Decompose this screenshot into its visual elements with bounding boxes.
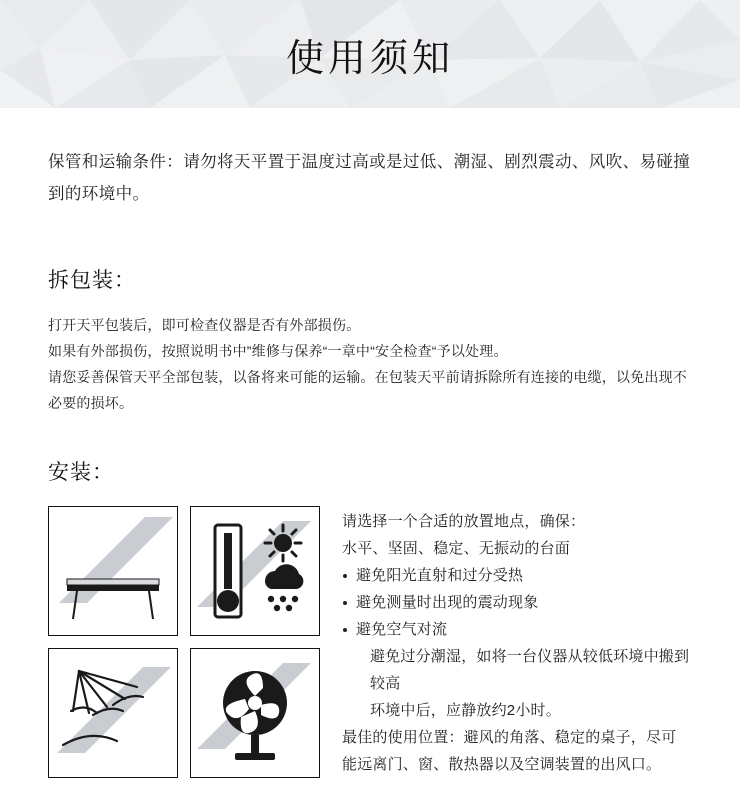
installation-section [48, 456, 692, 778]
install-line-7: 环境中后，应静放约2小时。 [370, 702, 561, 719]
document-content [0, 146, 740, 778]
install-line-8: 最佳的使用位置：避风的角落、稳定的桌子，尽可 [342, 729, 677, 746]
storage-transport-paragraph: 保管和运输条件：请勿将天平置于温度过高或是过低、潮湿、剧烈震动、风吹、易碰撞到的环境中。 [48, 153, 691, 203]
installation-heading: 安装： [48, 461, 114, 484]
header-banner [0, 0, 740, 108]
sunlight-rays-icon [48, 648, 178, 778]
thermometer-sun-humidity-icon-art [191, 507, 319, 635]
install-line-9: 能远离门、窗、散热器以及空调装置的出风口。 [342, 756, 662, 773]
level-table-icon-art [49, 507, 177, 635]
unpacking-heading: 拆包装： [48, 269, 136, 292]
page-title: 使用须知 [285, 37, 454, 80]
fan-airflow-icon-art [191, 649, 319, 777]
unpacking-line-1: 打开天平包装后，即可检查仪器是否有外部损伤。 [48, 317, 361, 333]
unpacking-section [48, 264, 692, 416]
thermometer-sun-humidity-icon [190, 506, 320, 636]
unpacking-body [48, 312, 692, 416]
unpacking-line-2: 如果有外部损伤，按照说明书中”维修与保养“一章中“安全检查“予以处理。 [48, 343, 508, 359]
level-table-icon [48, 506, 178, 636]
sunlight-rays-icon-art [49, 649, 177, 777]
install-line-1: 请选择一个合适的放置地点，确保： [342, 513, 586, 530]
install-bullet-3: 避免空气对流 [342, 616, 692, 643]
install-bullet-1: 避免阳光直射和过分受热 [342, 562, 692, 589]
installation-text [342, 506, 692, 778]
install-line-6: 避免过分潮湿，如将一台仪器从较低环境中搬到较高 [370, 648, 690, 692]
fan-airflow-icon [190, 648, 320, 778]
unpacking-line-4: 必要的损坏。 [48, 395, 134, 411]
unpacking-line-3: 请您妥善保管天平全部包装，以备将来可能的运输。在包装天平前请拆除所有连接的电缆，以免出现不 [48, 369, 687, 385]
install-line-2: 水平、坚固、稳定、无振动的台面 [342, 540, 571, 557]
installation-block [48, 506, 692, 778]
installation-icon-grid [48, 506, 320, 778]
install-bullet-2: 避免测量时出现的震动现象 [342, 589, 692, 616]
